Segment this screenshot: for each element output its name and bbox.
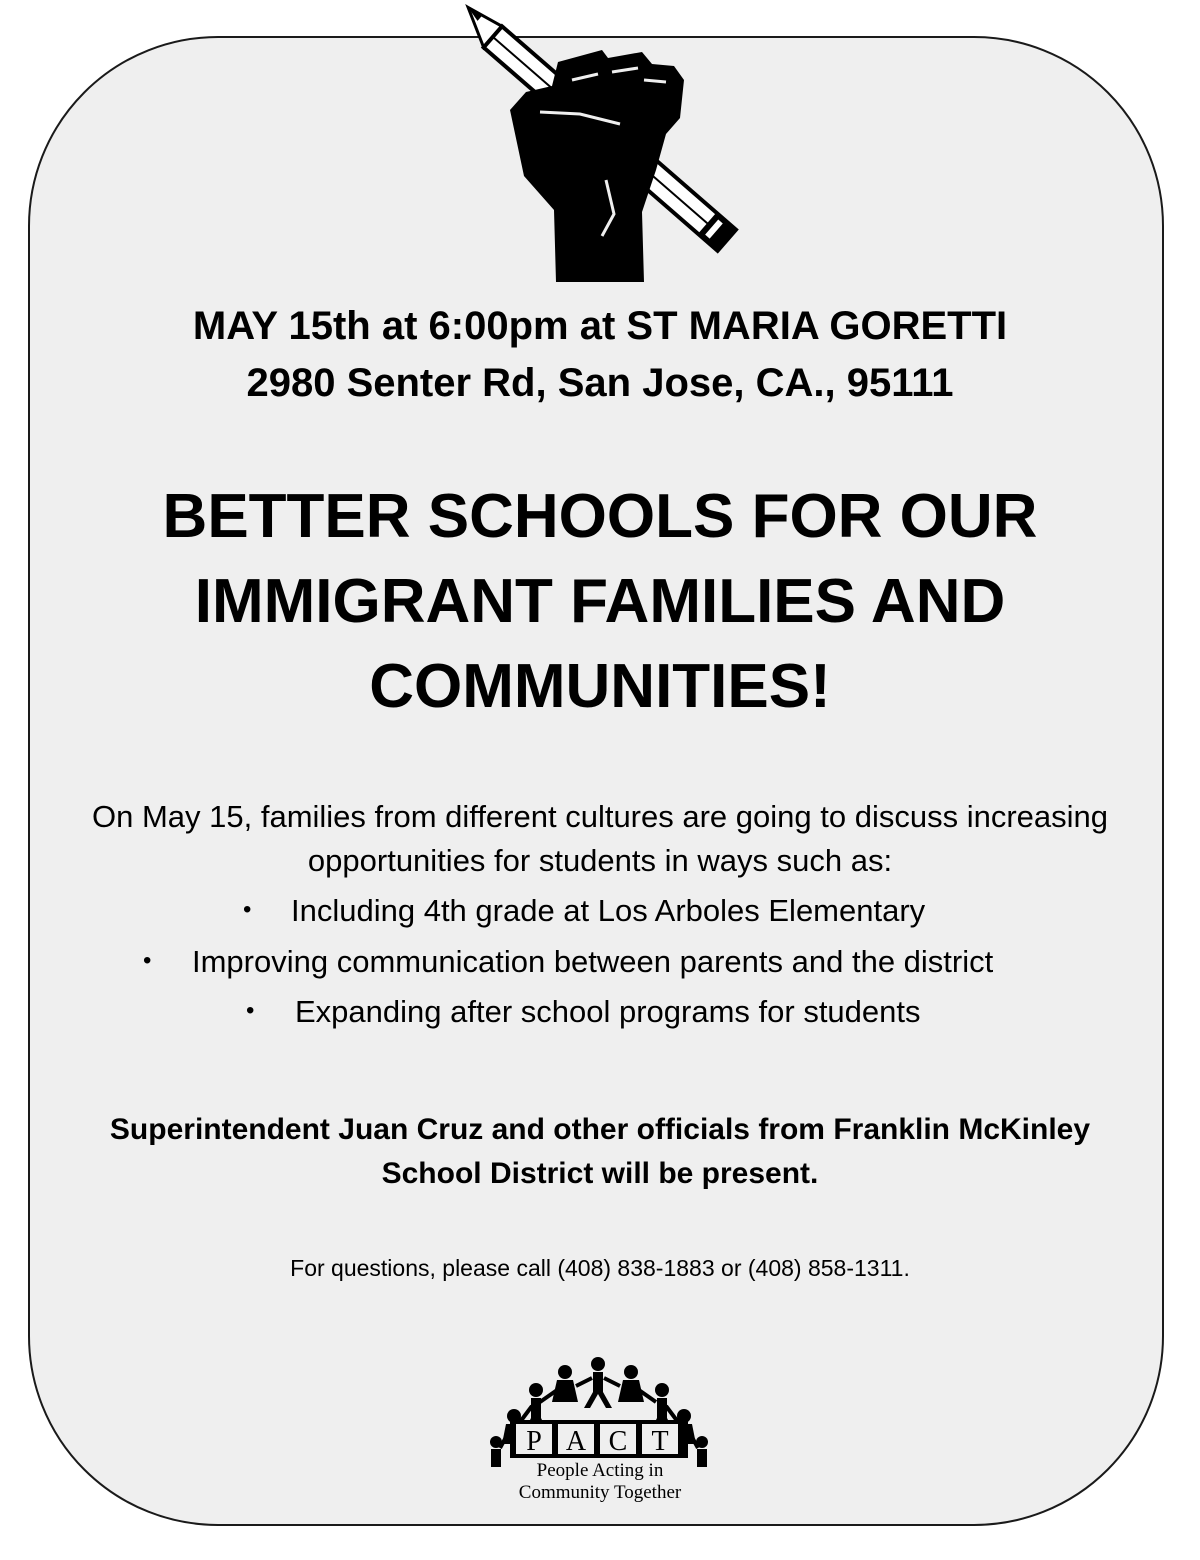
headline [0,474,1200,729]
pact-caption [450,1460,750,1504]
pact-caption-line: Community Together [518,1482,682,1503]
officials-line: School District will be present. [381,1157,819,1190]
list-item: Expanding after school programs for students [295,994,921,1029]
bullet-marker: • [243,896,252,923]
logo-letter: C [608,1426,628,1457]
intro-line: opportunities for students in ways such as: [307,843,893,878]
fist-pencil-icon [430,0,770,290]
pact-letter-blocks [510,1420,688,1458]
logo-letter: A [565,1426,587,1457]
intro-line: On May 15, families from different cultures are going to discuss increasing [91,799,1108,834]
list-item: Including 4th grade at Los Arboles Elementary [291,893,926,928]
headline-line: IMMIGRANT FAMILIES AND [194,567,1006,636]
headline-line: BETTER SCHOOLS FOR OUR [162,482,1038,551]
officials-notice [0,1108,1200,1196]
event-address: 2980 Senter Rd, San Jose, CA., 95111 [246,361,954,405]
event-datetime-location: MAY 15th at 6:00pm at ST MARIA GORETTI [192,304,1008,348]
pact-caption-line: People Acting in [536,1460,664,1481]
logo-letter: P [526,1426,542,1457]
contact-info: For questions, please call (408) 838-1883 or (408) 858-1311. [290,1255,910,1281]
headline-line: COMMUNITIES! [369,652,831,721]
intro-paragraph [0,795,1200,883]
bullet-marker: • [246,997,255,1024]
list-item: Improving communication between parents and the district [192,944,994,979]
officials-line: Superintendent Juan Cruz and other officials from Franklin McKinley [109,1113,1091,1146]
logo-letter: T [651,1426,669,1457]
bullet-marker: • [143,947,152,974]
